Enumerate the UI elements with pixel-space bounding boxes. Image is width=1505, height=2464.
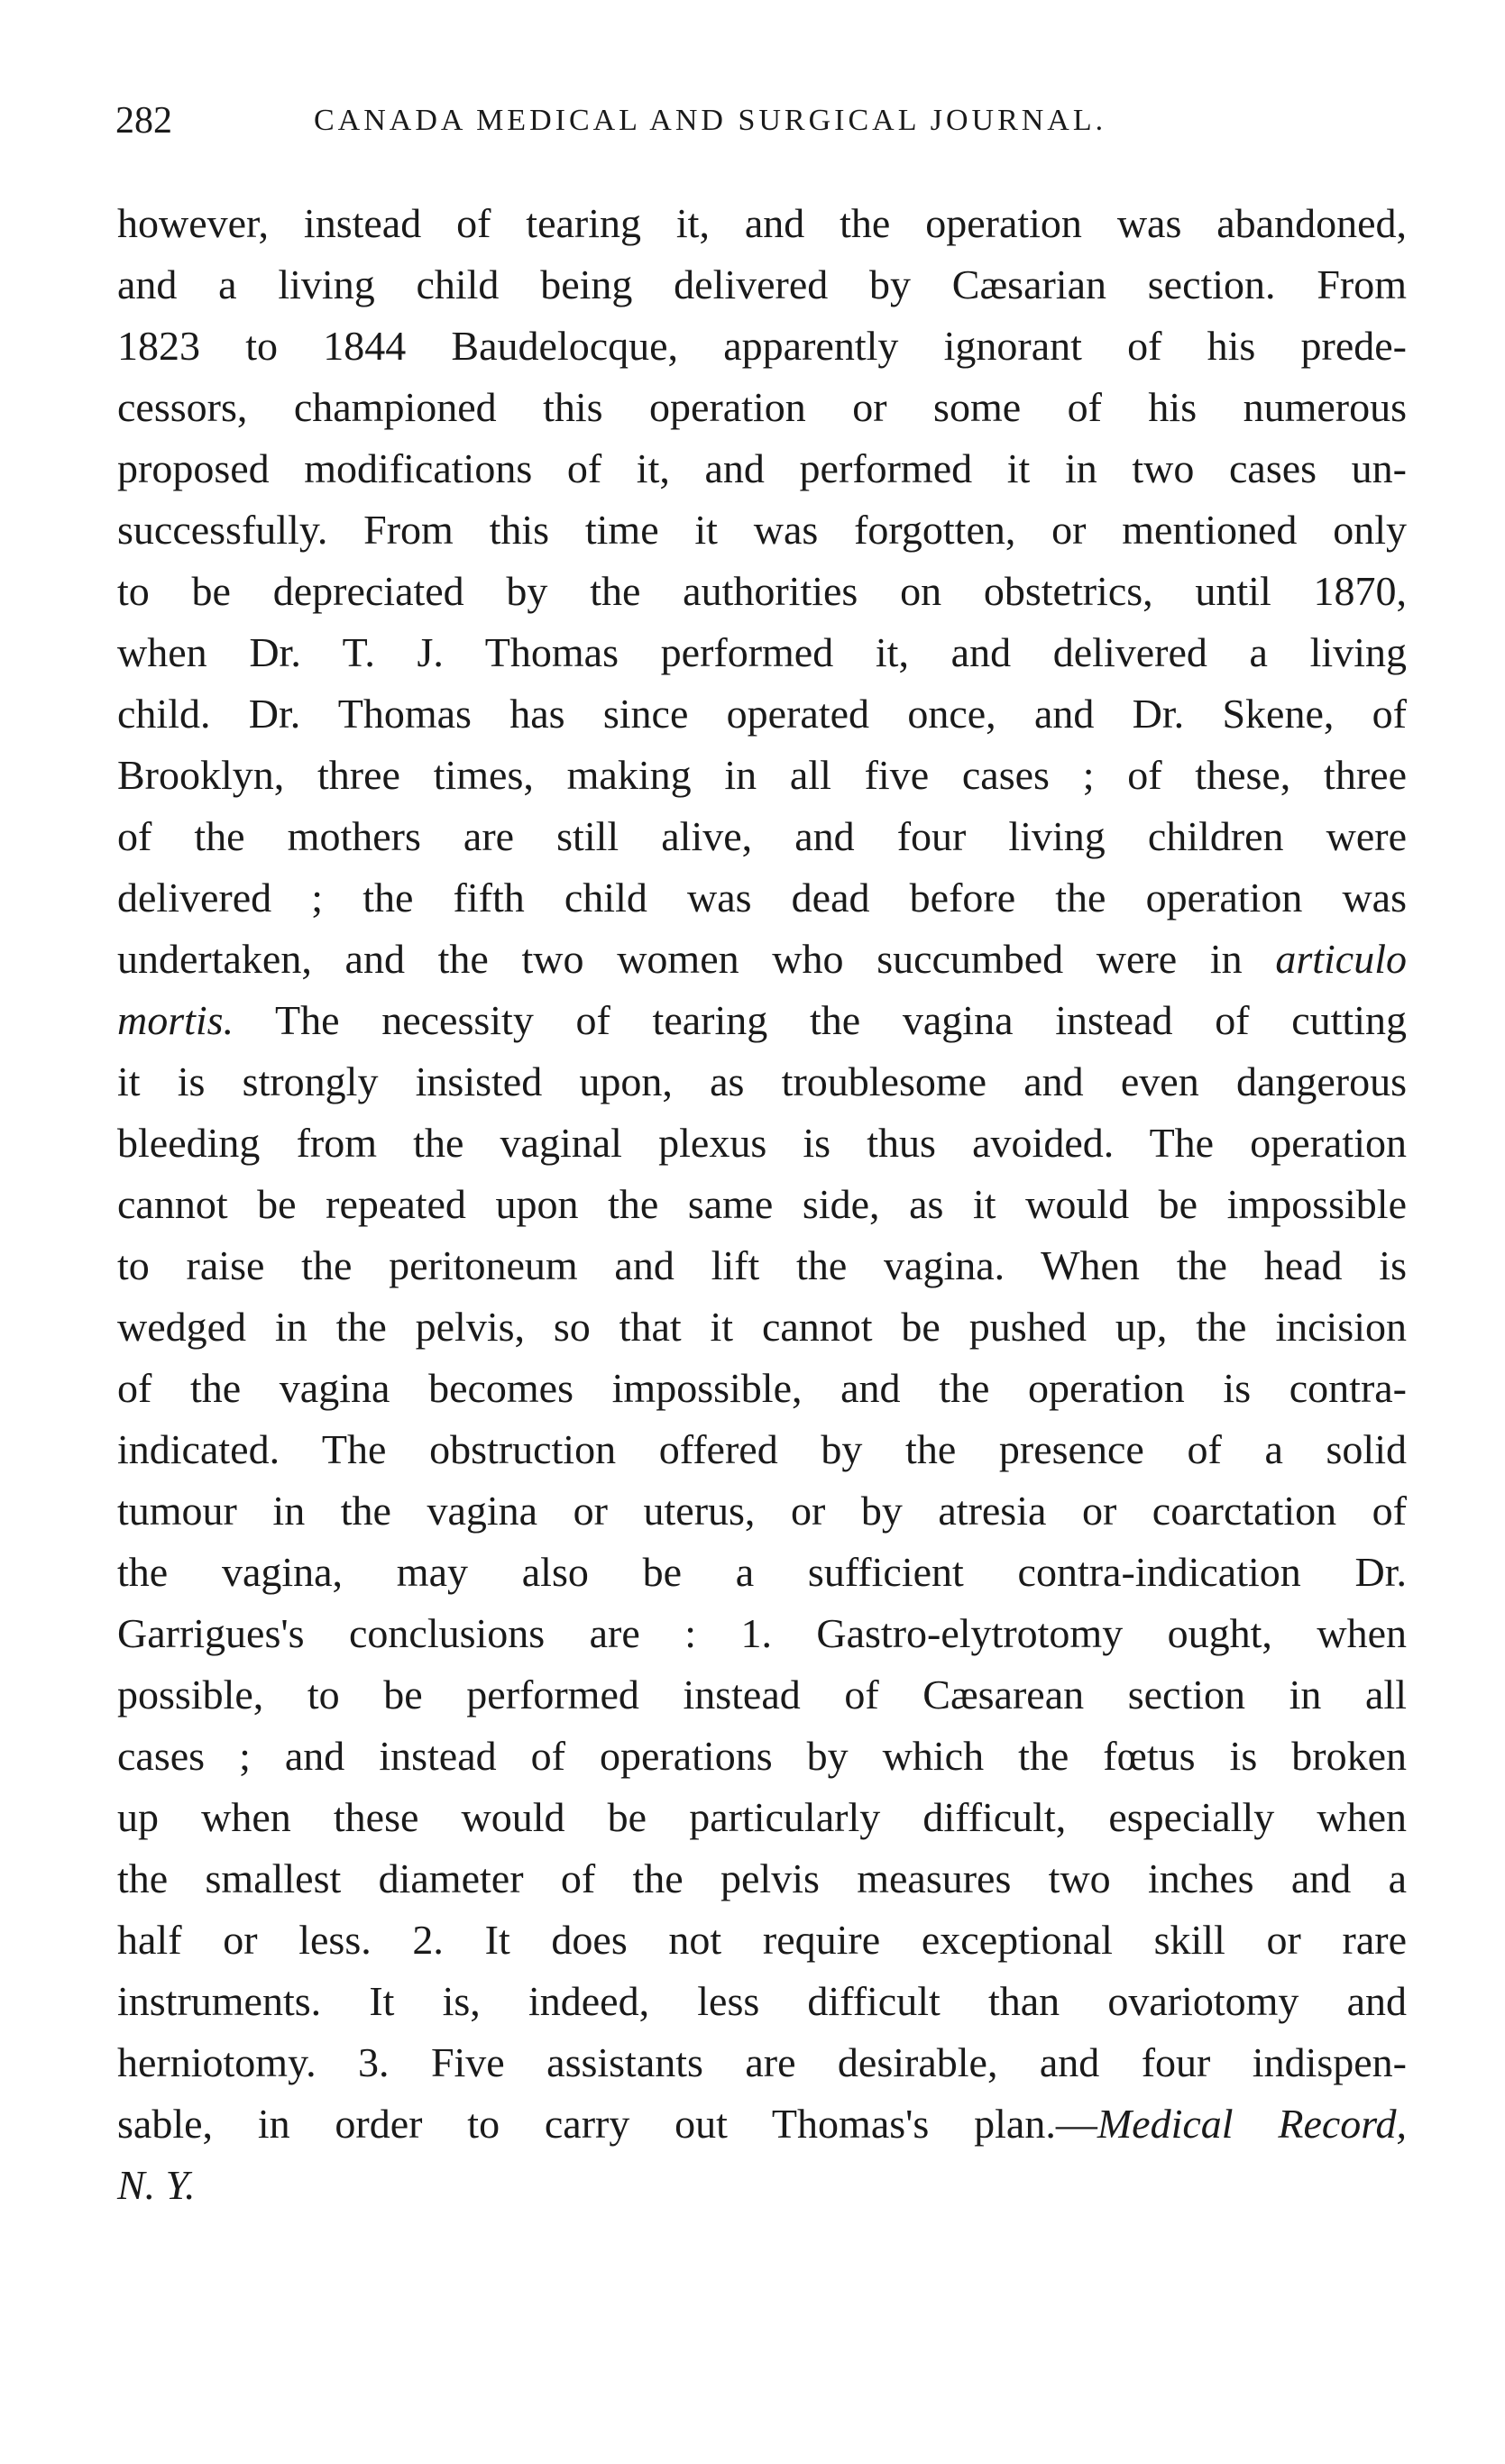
italic-phrase: mortis. [117, 997, 234, 1043]
text-line: wedged in the pelvis, so that it cannot be pushed up, the incision [117, 1304, 1407, 1350]
text-line-with-italic [117, 990, 1407, 1051]
italic-phrase: articulo [1275, 936, 1408, 982]
text-line: Brooklyn, three times, making in all five cases ; of these, three [117, 752, 1407, 798]
text-line: the smallest diameter of the pelvis measures two inches and a [117, 1855, 1407, 1901]
text-line: possible, to be performed instead of Cæsarean section in all [117, 1672, 1407, 1717]
citation-source-continued: N. Y. [117, 2162, 196, 2208]
text-line-with-citation [117, 2093, 1407, 2155]
text-line: cases ; and instead of operations by which the fœtus is broken [117, 1733, 1407, 1779]
text-segment: undertaken, and the two women who succumbed were in [117, 936, 1243, 982]
text-line: cannot be repeated upon the same side, as it would be impossible [117, 1181, 1407, 1227]
text-line: the vagina, may also be a sufficient contra-indication Dr. [117, 1549, 1407, 1595]
text-line: to be depreciated by the authorities on obstetrics, until 1870, [117, 568, 1407, 614]
text-line-last [117, 2155, 1407, 2216]
text-line: Garrigues's conclusions are : 1. Gastro-elytrotomy ought, when [117, 1610, 1407, 1656]
text-line: when Dr. T. J. Thomas performed it, and delivered a living [117, 629, 1407, 675]
text-line: herniotomy. 3. Five assistants are desirable, and four indispen- [117, 2039, 1407, 2085]
journal-title: CANADA MEDICAL AND SURGICAL JOURNAL. [314, 104, 1107, 137]
text-line-with-italic [117, 929, 1407, 990]
text-line: cessors, championed this operation or some of his numerous [117, 384, 1407, 430]
text-line: half or less. 2. It does not require exceptional skill or rare [117, 1917, 1407, 1963]
text-line: indicated. The obstruction offered by the presence of a solid [117, 1426, 1407, 1472]
text-line: of the vagina becomes impossible, and the operation is contra- [117, 1365, 1407, 1411]
article-body [117, 193, 1407, 2216]
text-line: instruments. It is, indeed, less difficult than ovariotomy and [117, 1978, 1407, 2024]
page-number: 282 [115, 100, 172, 142]
running-head [115, 94, 1414, 148]
text-line: of the mothers are still alive, and four living children were [117, 813, 1407, 859]
text-line: to raise the peritoneum and lift the vagina. When the head is [117, 1242, 1407, 1288]
text-line: however, instead of tearing it, and the operation was abandoned, [117, 200, 1407, 246]
text-line: proposed modifications of it, and performed it in two cases un- [117, 445, 1407, 491]
text-line: delivered ; the fifth child was dead before the operation was [117, 875, 1407, 921]
text-line: and a living child being delivered by Cæsarian section. From [117, 261, 1407, 307]
text-segment: sable, in order to carry out Thomas's plan.— [117, 2101, 1097, 2147]
text-line: up when these would be particularly difficult, especially when [117, 1794, 1407, 1840]
citation-source: Medical Record, [1097, 2101, 1407, 2147]
text-line: 1823 to 1844 Baudelocque, apparently ignorant of his prede- [117, 323, 1407, 369]
text-line: successfully. From this time it was forgotten, or mentioned only [117, 507, 1407, 553]
text-line: tumour in the vagina or uterus, or by atresia or coarctation of [117, 1488, 1407, 1534]
text-segment: The necessity of tearing the vagina instead of cutting [274, 997, 1407, 1043]
text-line: bleeding from the vaginal plexus is thus avoided. The operation [117, 1120, 1407, 1166]
text-line: child. Dr. Thomas has since operated once, and Dr. Skene, of [117, 691, 1407, 737]
text-line: it is strongly insisted upon, as troublesome and even dangerous [117, 1058, 1407, 1104]
